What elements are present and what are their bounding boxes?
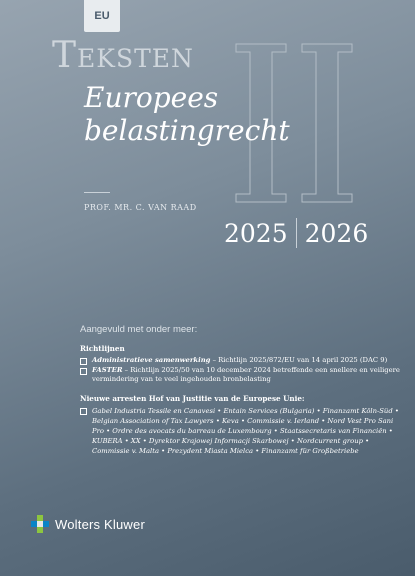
edition-tab: EU: [84, 0, 120, 32]
directive-name: Administratieve samenwerking: [92, 356, 211, 364]
author: PROF. MR. C. VAN RAAD: [84, 203, 197, 212]
directive-item: [80, 366, 400, 385]
year-start: 2025: [224, 218, 288, 248]
supplement-intro: Aangevuld met onder meer:: [80, 324, 198, 335]
directive-name: FASTER: [92, 365, 123, 374]
rulings-heading: Nieuwe arresten Hof van Justitie van de Europese Unie:: [80, 393, 305, 403]
checkbox-square-icon: [80, 368, 87, 375]
directive-text: – Richtlijn 2025/50 van 10 december 2024 betreffende een snellere en veiligere vermindering van te veel ingehouden bronbelasting: [92, 365, 400, 384]
divider-rule: [84, 192, 110, 193]
directive-item: [80, 356, 400, 366]
directive-text: – Richtlijn 2025/872/EU van 14 april 2025 (DAC 9): [210, 356, 388, 364]
checkbox-square-icon: [80, 408, 87, 415]
rulings-item: [80, 406, 400, 456]
publisher-name: Wolters Kluwer: [55, 516, 145, 532]
year-separator: [296, 218, 297, 248]
directives-heading: Richtlijnen: [80, 344, 125, 353]
book-title: [84, 81, 290, 147]
rulings-list: Gabel Industria Tessile en Canavesi • Entain Services (Bulgaria) • Finanzamt Köln-Süd • Belgian Association of Tax Lawyers • Keva • Commissie v. Ierland • Nord Vest Pro Sani Pro • Ordre des avocats du barreau de Luxembourg • Staatssecretaris van Financiën • KUBERA • XX • Dyrektor Krajowej Informacji Skarbowej • Nordcurrent group • Commissie v. Malta • Prezydent Miasta Mielca • Finanzamt für Großbetriebe: [92, 406, 399, 455]
series-title: Teksten: [52, 35, 194, 76]
year-end: 2026: [304, 218, 369, 248]
contents-summary: [80, 324, 400, 456]
title-line-2: belastingrecht: [84, 114, 290, 147]
checkbox-square-icon: [80, 358, 87, 365]
title-line-1: Europees: [84, 81, 219, 114]
wolters-kluwer-logo-icon: [31, 515, 49, 533]
edition-years: [224, 218, 368, 248]
publisher-logo: [31, 515, 145, 533]
